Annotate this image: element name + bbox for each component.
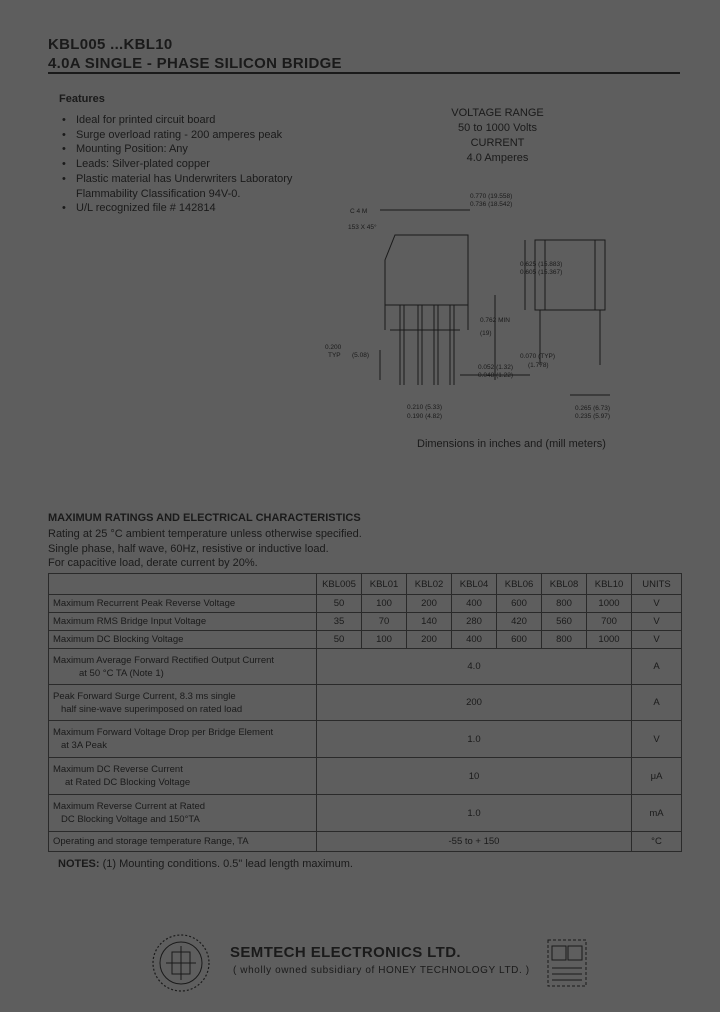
notes-text: (1) Mounting conditions. 0.5" lead length maximum. <box>102 858 353 870</box>
notes-label: NOTES: <box>58 858 100 870</box>
part-range-title: KBL005 ...KBL10 <box>48 36 173 53</box>
cell-value: 70 <box>362 613 407 631</box>
feature-item: • Plastic material has Underwriters Laboratory <box>62 172 293 185</box>
hole-label: 153 X 45° <box>348 224 377 231</box>
pitch-typ: TYP <box>328 352 341 359</box>
column-header: UNITS <box>632 574 682 595</box>
semtech-seal-logo-icon <box>150 932 212 994</box>
table-row <box>49 832 682 852</box>
table-row <box>49 631 682 649</box>
cell-unit: °C <box>632 832 682 852</box>
cell-value: 1.0 <box>317 721 632 758</box>
feature-item: • Ideal for printed circuit board <box>62 114 216 126</box>
cell-value: 560 <box>542 613 587 631</box>
bw2: 0.190 (4.82) <box>407 413 443 420</box>
cell-unit: V <box>632 595 682 613</box>
company-name: SEMTECH ELECTRONICS LTD. <box>230 944 461 961</box>
dimensions-caption: Dimensions in inches and (mill meters) <box>417 438 606 450</box>
cell-value: 400 <box>452 631 497 649</box>
typ1: 0.070 (TYP) <box>520 353 556 360</box>
dim-top-a: 0.770 (19.558) <box>470 193 513 200</box>
cell-value: 600 <box>497 631 542 649</box>
voltage-range-label: VOLTAGE RANGE <box>451 107 544 119</box>
current-label: CURRENT <box>470 137 525 149</box>
row-desc: Maximum Forward Voltage Drop per Bridge Element at 3A Peak <box>49 721 317 758</box>
table-row <box>49 721 682 758</box>
cell-unit: V <box>632 613 682 631</box>
bw1: 0.210 (5.33) <box>407 404 443 411</box>
row-desc: Maximum RMS Bridge Input Voltage <box>49 613 317 631</box>
dim-r1: 0.625 (15.883) <box>520 261 563 268</box>
lead-min-mm: (19) <box>480 330 492 337</box>
cell-unit: A <box>632 649 682 685</box>
column-header: KBL04 <box>452 574 497 595</box>
column-header: KBL01 <box>362 574 407 595</box>
cell-value: 50 <box>317 595 362 613</box>
cell-unit: mA <box>632 795 682 832</box>
cell-unit: V <box>632 631 682 649</box>
row-desc: Maximum Reverse Current at Rated DC Blocking Voltage and 150°TA <box>49 795 317 832</box>
condition-line: Single phase, half wave, 60Hz, resistive or inductive load. <box>48 542 329 555</box>
package-dimension-drawing <box>300 180 620 430</box>
column-header <box>49 574 317 595</box>
feature-item: • U/L recognized file # 142814 <box>62 202 216 215</box>
product-subtitle: 4.0A SINGLE - PHASE SILICON BRIDGE <box>48 55 342 72</box>
cell-value: 400 <box>452 595 497 613</box>
chamfer-label: C 4 M <box>350 208 368 215</box>
cell-value: 280 <box>452 613 497 631</box>
cell-value: 200 <box>407 631 452 649</box>
cell-value: 100 <box>362 595 407 613</box>
table-row <box>49 685 682 721</box>
row-desc: Operating and storage temperature Range, TA <box>49 832 317 852</box>
cell-value: 10 <box>317 758 632 795</box>
cell-unit: μA <box>632 758 682 795</box>
table-row <box>49 649 682 685</box>
w1: 0.052 (1.32) <box>478 364 514 371</box>
cell-value: 35 <box>317 613 362 631</box>
cell-value: 1000 <box>587 631 632 649</box>
cell-value: 1.0 <box>317 795 632 832</box>
rw1: 0.265 (6.73) <box>575 405 611 412</box>
cell-unit: V <box>632 721 682 758</box>
max-ratings-heading: MAXIMUM RATINGS AND ELECTRICAL CHARACTERISTICS <box>48 512 361 524</box>
certification-mark-icon <box>546 938 588 988</box>
dim-top-b: 0.736 (18.542) <box>470 201 513 208</box>
max-ratings-conditions <box>48 527 362 571</box>
package-body-front <box>385 235 468 305</box>
condition-line: For capacitive load, derate current by 20%. <box>48 557 258 569</box>
cell-value: 100 <box>362 631 407 649</box>
feature-item: Flammability Classification 94V-0. <box>76 187 241 200</box>
title-rule <box>48 72 680 74</box>
feature-item: • Leads: Silver-plated copper <box>62 158 210 171</box>
pitch-mm: (5.08) <box>352 352 369 359</box>
row-desc: Maximum DC Blocking Voltage <box>49 631 317 649</box>
cell-value: 700 <box>587 613 632 631</box>
row-desc: Maximum Average Forward Rectified Output Current at 50 °C TA (Note 1) <box>49 649 317 685</box>
row-desc: Maximum DC Reverse Current at Rated DC Blocking Voltage <box>49 758 317 795</box>
lead-min: 0.762 MIN <box>480 317 510 324</box>
cell-value: 600 <box>497 595 542 613</box>
voltage-range-value: 50 to 1000 Volts <box>458 122 537 134</box>
column-header: KBL10 <box>587 574 632 595</box>
current-value: 4.0 Amperes <box>466 152 529 164</box>
column-header: KBL08 <box>542 574 587 595</box>
cell-value: 1000 <box>587 595 632 613</box>
row-desc: Peak Forward Surge Current, 8.3 ms single half sine-wave superimposed on rated load <box>49 685 317 721</box>
table-header-row <box>49 574 682 595</box>
cell-value: 140 <box>407 613 452 631</box>
voltage-current-box <box>420 106 575 166</box>
column-header: KBL005 <box>317 574 362 595</box>
cell-unit: A <box>632 685 682 721</box>
feature-item: • Mounting Position: Any <box>62 143 188 156</box>
row-desc: Maximum Recurrent Peak Reverse Voltage <box>49 595 317 613</box>
cell-value: 200 <box>407 595 452 613</box>
table-row <box>49 758 682 795</box>
condition-line: Rating at 25 °C ambient temperature unless otherwise specified. <box>48 528 362 540</box>
subsidiary-note: ( wholly owned subsidiary of HONEY TECHNOLOGY LTD. ) <box>233 965 530 976</box>
dim-r2: 0.605 (15.367) <box>520 269 563 276</box>
table-row <box>49 795 682 832</box>
table-row <box>49 613 682 631</box>
column-header: KBL06 <box>497 574 542 595</box>
feature-item: • Surge overload rating - 200 amperes peak <box>62 128 283 141</box>
w2: 0.048 (1.22) <box>478 372 514 379</box>
cell-value: 800 <box>542 595 587 613</box>
cell-value: 50 <box>317 631 362 649</box>
pitch: 0.200 <box>325 344 342 351</box>
typ1-mm: (1.778) <box>528 362 549 369</box>
notes <box>58 858 353 870</box>
cell-value: 4.0 <box>317 649 632 685</box>
ratings-table <box>48 573 682 852</box>
cell-value: 800 <box>542 631 587 649</box>
column-header: KBL02 <box>407 574 452 595</box>
rw2: 0.235 (5.97) <box>575 413 611 420</box>
cell-value: 200 <box>317 685 632 721</box>
table-row <box>49 595 682 613</box>
features-heading: Features <box>59 93 105 105</box>
cell-value: 420 <box>497 613 542 631</box>
cell-value: -55 to + 150 <box>317 832 632 852</box>
